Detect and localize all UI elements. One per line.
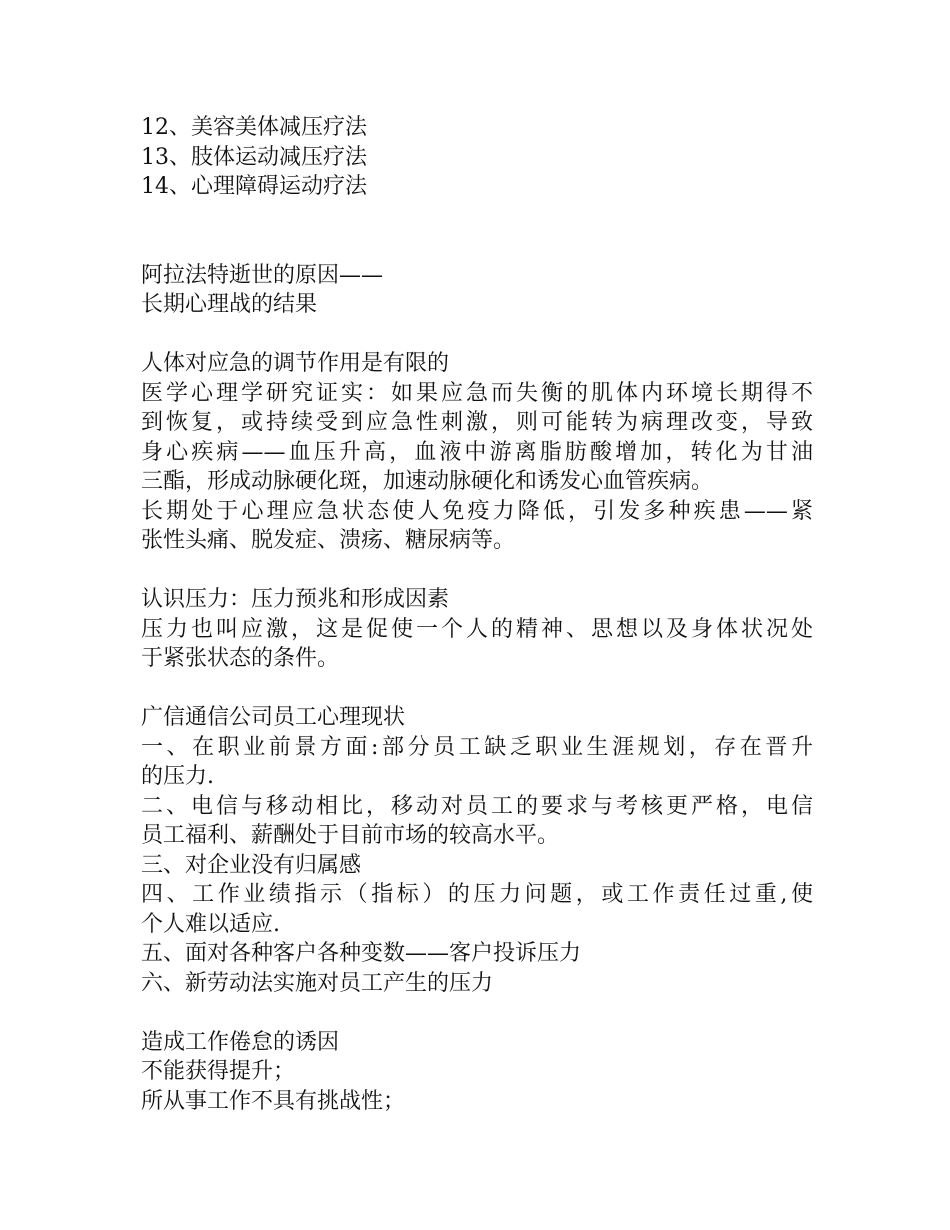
- paragraph-line: 三酯，形成动脉硬化斑，加速动脉硬化和诱发心血管疾病。: [141, 469, 714, 494]
- list-item: 不能获得提升；: [141, 1059, 296, 1084]
- section-subheading: 长期心理战的结果: [141, 292, 318, 317]
- list-item: 13、肢体运动减压疗法: [141, 144, 367, 170]
- list-item: 四、工作业绩指示（指标）的压力问题，或工作责任过重,使: [141, 882, 813, 907]
- paragraph-line: 长期处于心理应急状态使人免疫力降低，引发多种疾患——紧: [141, 498, 813, 524]
- list-item: 六、新劳动法实施对员工产生的压力: [141, 970, 494, 996]
- paragraph-line: 压力也叫应激，这是促使一个人的精神、思想以及身体状况处: [141, 616, 813, 642]
- section-heading: 阿拉法特逝世的原因——: [141, 262, 384, 288]
- stress-therapy-list: [141, 113, 813, 202]
- spacer: [141, 674, 813, 704]
- list-item-continued: 员工福利、薪酬处于目前市场的较高水平。: [141, 823, 560, 848]
- company-section: [141, 703, 813, 998]
- list-item-continued: 的压力.: [141, 764, 214, 789]
- section-heading: 人体对应急的调节作用是有限的: [141, 351, 450, 376]
- list-item-continued: 个人难以适应.: [141, 911, 280, 937]
- paragraph-line: 张性头痛、脱发症、溃疡、糖尿病等。: [141, 528, 516, 553]
- paragraph-line: 身心疾病——血压升高，血液中游离脂肪酸增加，转化为甘油: [141, 439, 813, 465]
- burnout-section: [141, 1028, 813, 1117]
- section-heading: 造成工作倦怠的诱因: [141, 1029, 340, 1055]
- paragraph-line: 医学心理学研究证实：如果应急而失衡的肌体内环境长期得不: [141, 380, 813, 406]
- list-item: 一、在职业前景方面:部分员工缺乏职业生涯规划，存在晋升: [141, 734, 813, 760]
- list-item: 所从事工作不具有挑战性；: [141, 1088, 406, 1114]
- spacer: [141, 320, 813, 350]
- spacer: [141, 202, 813, 261]
- list-item: 12、美容美体减压疗法: [141, 115, 367, 140]
- list-item: 三、对企业没有归属感: [141, 852, 362, 878]
- list-item: 五、面对各种客户各种变数——客户投诉压力: [141, 941, 582, 966]
- document-page: [141, 113, 813, 1116]
- pressure-section: [141, 585, 813, 674]
- spacer: [141, 998, 813, 1028]
- section-heading: 认识压力：压力预兆和形成因素: [141, 587, 450, 612]
- regulation-section: [141, 349, 813, 556]
- spacer: [141, 556, 813, 586]
- arafat-section: [141, 261, 813, 320]
- list-item: 14、心理障碍运动疗法: [141, 174, 367, 199]
- list-item: 二、电信与移动相比，移动对员工的要求与考核更严格，电信: [141, 793, 813, 819]
- section-heading: 广信通信公司员工心理现状: [141, 705, 406, 730]
- paragraph-line: 于紧张状态的条件。: [141, 646, 340, 671]
- paragraph-line: 到恢复，或持续受到应急性刺激，则可能转为病理改变，导致: [141, 410, 813, 435]
